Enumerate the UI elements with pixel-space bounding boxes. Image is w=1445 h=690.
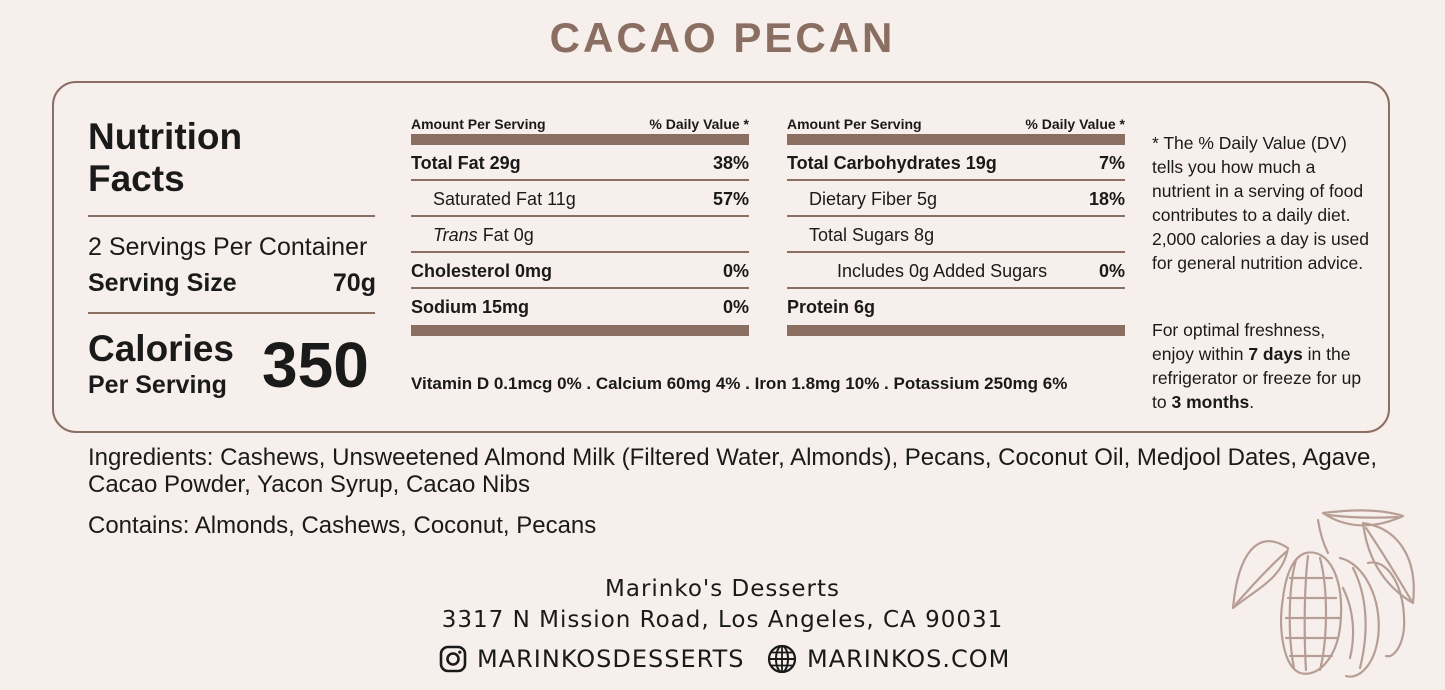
calories-value: 350 [262, 329, 369, 401]
nutrient-table-right [787, 116, 1125, 336]
instagram-link[interactable] [439, 643, 744, 675]
divider [88, 312, 375, 314]
nutrient-dv: 0% [722, 297, 749, 317]
table-header [787, 116, 1125, 134]
daily-value-label: % Daily Value * [649, 116, 749, 132]
thick-rule [411, 325, 749, 336]
nutrient-name: Includes 0g Added Sugars [837, 261, 1048, 281]
serving-size-label: Serving Size [88, 269, 237, 297]
table-row [787, 145, 1125, 181]
nutrient-name: Protein 6g [787, 297, 876, 317]
ingredients: Ingredients: Cashews, Unsweetened Almond Milk (Filtered Water, Almonds), Pecans, Coconut Oil, Medjool Dates, Agave, Cacao Powder, Yacon Syrup, Cacao Nibs [88, 444, 1378, 498]
table-row [411, 145, 749, 181]
daily-value-note: * The % Daily Value (DV) tells you how much a nutrient in a serving of food contributes to a daily diet. 2,000 calories a day is used for general nutrition advice. [1152, 133, 1369, 273]
table-row [411, 217, 749, 253]
table-row [411, 289, 749, 325]
nutrient-name: Cholesterol 0mg [411, 261, 553, 281]
daily-value-label: % Daily Value * [1025, 116, 1125, 132]
table-row [787, 181, 1125, 217]
company-address: 3317 N Mission Road, Los Angeles, CA 90031 [441, 607, 1004, 633]
table-row [787, 253, 1125, 289]
servings-per-container: 2 Servings Per Container [88, 233, 368, 261]
serving-size-value: 70g [332, 269, 376, 297]
heading-line-2: Facts [88, 158, 185, 199]
nutrition-facts-heading [88, 116, 242, 200]
table-row [411, 253, 749, 289]
amount-per-serving-label: Amount Per Serving [411, 116, 546, 132]
fresh-text: in the refrigerator or freeze for up to [1152, 344, 1362, 412]
fresh-days: 7 days [1248, 344, 1303, 364]
nutrient-name: Sodium 15mg [411, 297, 530, 317]
globe-icon [767, 644, 797, 674]
table-header [411, 116, 749, 134]
nutrient-name: Dietary Fiber 5g [809, 189, 938, 209]
cacao-pod-illustration [1228, 508, 1423, 686]
company-name: Marinko's Desserts [605, 576, 840, 602]
amount-per-serving-label: Amount Per Serving [787, 116, 922, 132]
trans-rest: Fat 0g [477, 225, 534, 245]
vitamins-line: Vitamin D 0.1mcg 0% . Calcium 60mg 4% . Iron 1.8mg 10% . Potassium 250mg 6% [411, 374, 1068, 393]
product-title: CACAO PECAN [549, 14, 896, 61]
nutrient-name [433, 225, 534, 246]
nutrient-dv: 0% [1098, 261, 1125, 281]
freshness-note [1152, 318, 1370, 414]
nutrient-name: Total Fat 29g [411, 153, 521, 173]
table-row [411, 181, 749, 217]
thick-rule [411, 134, 749, 145]
calories-label: Calories [88, 328, 235, 369]
thick-rule [787, 134, 1125, 145]
fresh-text: . [1249, 392, 1255, 412]
nutrient-name: Total Carbohydrates 19g [787, 153, 997, 173]
fresh-text: For optimal freshness, enjoy within [1152, 320, 1326, 364]
nutrient-dv: 18% [1088, 189, 1125, 209]
nutrient-name: Total Sugars 8g [809, 225, 935, 245]
nutrient-dv: 38% [712, 153, 749, 173]
table-row [787, 217, 1125, 253]
calories-sub-label: Per Serving [88, 371, 227, 399]
nutrient-name: Saturated Fat 11g [433, 189, 576, 209]
divider [88, 215, 375, 217]
website-link[interactable] [767, 643, 1010, 675]
table-row [787, 289, 1125, 325]
fresh-months: 3 months [1171, 392, 1250, 412]
trans-italic: Trans [433, 225, 478, 245]
thick-rule [787, 325, 1125, 336]
instagram-handle: MARINKOSDESSERTS [477, 645, 745, 673]
nutrient-dv: 0% [722, 261, 749, 281]
instagram-icon [439, 645, 467, 673]
website-url: MARINKOS.COM [807, 645, 1011, 673]
nutrient-dv: 7% [1098, 153, 1125, 173]
nutrient-dv: 57% [712, 189, 749, 209]
nutrient-table-left [411, 116, 749, 336]
allergens: Contains: Almonds, Cashews, Coconut, Pecans [88, 512, 597, 539]
heading-line-1: Nutrition [88, 116, 243, 157]
